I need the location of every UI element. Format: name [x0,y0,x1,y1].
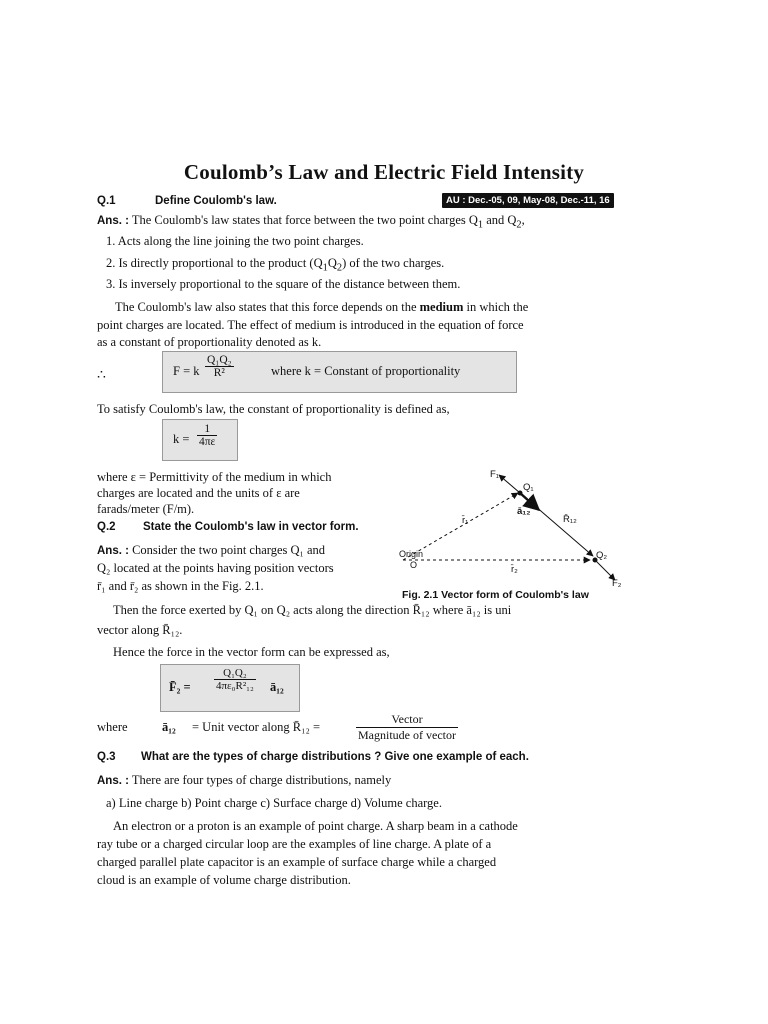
q1-para-a: The Coulomb's law also states that this force depends on the [115,300,420,314]
figure-2-1 [395,468,635,606]
q1-answer-label: Ans. : [97,215,129,227]
q2-answer-line-2: Q₂ located at the points having position vectors [97,561,334,575]
eq1-numerator: Q₁Q₂ [207,354,232,366]
q1-exam-badge: AU : Dec.-05, 09, May-08, Dec.-11, 16 [442,193,614,208]
q3-number: Q.3 [97,751,116,763]
q2-answer-label: Ans. : [97,545,129,557]
eq2-fraction [197,423,217,448]
k-equation-box [162,419,238,461]
eq1-lhs: F = k [173,364,200,378]
eq3-denominator: 4πε₀R²₁₂ [216,680,254,692]
then-line-2: vector along R̄₁₂. [97,623,183,637]
q1-question: Define Coulomb's law. [155,195,277,207]
label-R12: R̄₁₂ [563,514,577,525]
eq2-numerator: 1 [197,423,217,436]
eq3-rhs: ā₁₂ [270,680,284,694]
label-a12: ā₁₂ [517,506,531,517]
then-line-1: Then the force exerted by Q₁ on Q₂ acts along the direction R̄₁₂ where ā₁₂ is uni [113,603,512,617]
q1-item-3: 3. Is inversely proportional to the square of the distance between them. [106,277,461,291]
eq2-denominator: 4πε [199,436,216,448]
eq1-where: where k = Constant of proportionality [271,364,461,378]
q2-question: State the Coulomb's law in vector form. [143,521,359,533]
label-q1: Q₁ [523,482,534,493]
q3-answer-text: There are four types of charge distributions, namely [131,773,392,787]
q2-answer-text-1: Consider the two point charges Q₁ and [132,543,326,557]
therefore-symbol: ∴ [97,368,106,383]
q3-para-line-4: cloud is an example of volume charge distribution. [97,873,351,887]
F1-vector [499,475,520,493]
q3-para-line-2: ray tube or a charged circular loop are the examples of line charge. A plate of a [97,837,492,851]
vector-force-equation-box [160,664,300,712]
vector-diagram [395,468,635,606]
q1-number: Q.1 [97,195,116,207]
q1-answer-text-mid: and Q [483,213,517,227]
q1-para-b: in which the [463,300,529,314]
q1-answer-line: Ans. : The Coulomb's law states that force between the two point charges $Q_1$ and $Q_2$, [97,213,525,231]
eq3-lhs: F̄₂ = [169,680,191,694]
q1-answer-text: The Coulomb's law states that force between the two point charges Q [131,213,478,227]
label-f2: F₂ [612,578,622,589]
where-symbol: ā₁₂ [162,720,176,734]
q3-answer-label: Ans. : [97,775,129,787]
where-numerator: Vector [356,712,458,728]
where-label: where [97,720,128,734]
q1-para-line-3: as a constant of proportionality denoted as k. [97,335,322,349]
q1-point [518,491,523,496]
q1-para-bold: medium [419,300,464,314]
q1-item-2-end: ) of the two charges. [342,256,445,270]
perm-line-1: where ε = Permittivity of the medium in which [97,470,332,484]
figure-caption: Fig. 2.1 Vector form of Coulomb's law [402,589,589,601]
eq1-fraction [205,354,234,379]
q1-para-line-1 [115,300,528,315]
q2-answer-line-3: r̄₁ and r̄₂ as shown in the Fig. 2.1. [97,579,264,593]
label-f1: F₁ [490,469,500,480]
eq3-numerator: Q₁Q₂ [214,667,256,680]
q2-number: Q.2 [97,521,116,533]
where-fraction [356,712,458,743]
label-r1: r̄₁ [462,515,469,526]
where-equation: = Unit vector along R̄₁₂ = [192,720,321,734]
q3-para-line-3: charged parallel plate capacitor is an example of surface charge while a charged [97,855,497,869]
perm-line-2: charges are located and the units of ε are [97,486,300,500]
q1-item-1: 1. Acts along the line joining the two point charges. [106,234,364,248]
eq2-lhs: k = [173,432,190,446]
q1-item-2-text: 2. Is directly proportional to the product (Q [106,256,323,270]
label-r2: r̄₂ [511,564,518,575]
q3-types: a) Line charge b) Point charge c) Surface charge d) Volume charge. [106,796,442,810]
where-denominator: Magnitude of vector [358,728,456,742]
label-q2: Q₂ [596,550,608,561]
q3-para-line-1: An electron or a proton is an example of point charge. A sharp beam in a cathode [113,819,518,833]
q2-answer-line-1 [97,543,325,558]
q1-para-line-2: point charges are located. The effect of medium is introduced in the equation of force [97,318,524,332]
perm-line-3: farads/meter (F/m). [97,502,195,516]
F2-vector [595,560,615,580]
page-title: Coulomb’s Law and Electric Field Intensity [183,160,585,184]
q1-answer-text-end: , [521,213,525,227]
q1-item-2: 2. Is directly proportional to the product $(Q_1Q_2)$ of the two charges. [106,256,445,274]
hence-line: Hence the force in the vector form can be expressed as, [113,645,390,659]
q3-question: What are the types of charge distributions ? Give one example of each. [141,751,529,763]
eq3-fraction [214,667,256,692]
label-origin: Origin [399,549,424,559]
q3-answer-line [97,773,391,788]
coulomb-equation-box [162,351,517,393]
k-intro: To satisfy Coulomb's law, the constant of proportionality is defined as, [97,402,450,416]
eq1-denominator: R² [213,367,225,379]
label-o: O [410,560,418,570]
